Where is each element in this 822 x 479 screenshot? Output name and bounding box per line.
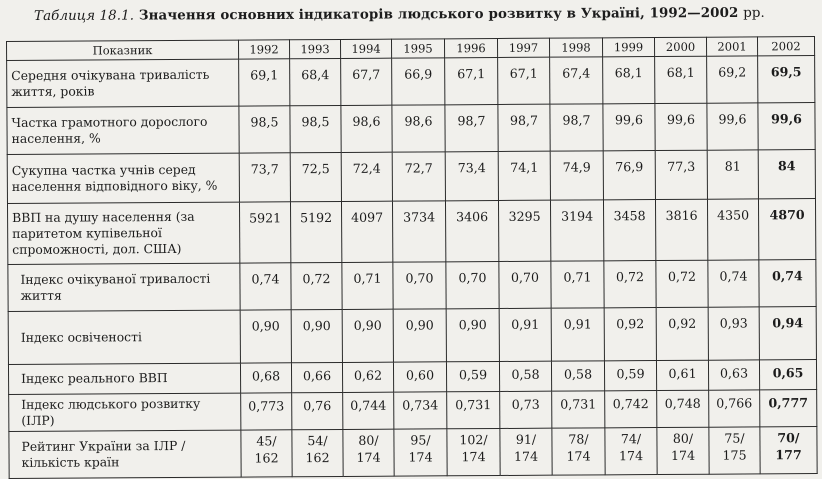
indicator-value: 98,5 bbox=[239, 106, 290, 153]
indicator-label: Частка грамотного дорослого населення, % bbox=[7, 106, 239, 154]
header-year: 2002 bbox=[757, 37, 814, 56]
indicator-value: 45/ 162 bbox=[241, 430, 292, 477]
indicator-value: 0,59 bbox=[604, 361, 656, 391]
indicator-value: 68,1 bbox=[603, 57, 655, 104]
indicator-value: 72,5 bbox=[290, 152, 341, 201]
indicator-value: 74,1 bbox=[498, 151, 550, 200]
indicator-value: 0,71 bbox=[342, 262, 393, 309]
table-row bbox=[8, 360, 816, 395]
indicator-value: 0,91 bbox=[499, 308, 551, 361]
table-row bbox=[7, 199, 815, 265]
indicator-value: 95/ 174 bbox=[394, 429, 447, 476]
indicator-value: 99,6 bbox=[758, 103, 815, 150]
indicator-value: 98,5 bbox=[290, 105, 341, 152]
indicator-value: 0,63 bbox=[708, 360, 759, 390]
table-caption bbox=[34, 5, 814, 24]
indicator-label: Сукупна частка учнів серед населення відповідного віку, % bbox=[7, 153, 239, 203]
indicator-value: 0,70 bbox=[446, 261, 499, 308]
indicator-value: 102/ 174 bbox=[447, 429, 500, 476]
indicator-value: 73,4 bbox=[445, 151, 498, 200]
indicator-value: 99,6 bbox=[707, 103, 758, 150]
indicators-table bbox=[6, 36, 818, 479]
indicator-label: Індекс людського розвитку (ІЛР) bbox=[9, 393, 241, 432]
indicator-value: 3194 bbox=[550, 200, 603, 261]
indicator-value: 98,6 bbox=[392, 105, 445, 152]
indicator-value: 0,734 bbox=[394, 392, 447, 430]
indicator-value: 68,4 bbox=[290, 58, 341, 105]
header-year: 1996 bbox=[444, 38, 497, 57]
header-year: 1998 bbox=[549, 38, 602, 57]
indicator-value: 69,2 bbox=[707, 56, 758, 103]
indicator-label: Індекс реального ВВП bbox=[8, 363, 240, 394]
indicator-value: 70/ 177 bbox=[760, 427, 817, 474]
indicator-value: 0,93 bbox=[708, 307, 759, 360]
indicator-value: 0,73 bbox=[500, 391, 552, 429]
indicator-value: 0,70 bbox=[499, 261, 551, 308]
indicator-value: 0,744 bbox=[343, 392, 394, 430]
table-row bbox=[7, 150, 815, 204]
indicator-label: Індекс очікуваної тривалості життя bbox=[8, 263, 240, 311]
indicator-value: 67,1 bbox=[445, 57, 498, 104]
indicator-value: 0,90 bbox=[342, 309, 393, 362]
indicator-value: 0,748 bbox=[657, 390, 709, 428]
caption-suffix: рр. bbox=[743, 5, 765, 21]
indicator-value: 0,90 bbox=[240, 310, 291, 363]
caption-prefix: Таблиця 18.1. bbox=[34, 8, 135, 24]
indicator-value: 0,74 bbox=[708, 260, 759, 307]
indicator-value: 0,92 bbox=[604, 308, 656, 361]
indicator-value: 5192 bbox=[290, 201, 341, 262]
header-year: 1997 bbox=[497, 38, 549, 57]
indicator-value: 72,7 bbox=[392, 152, 445, 201]
indicator-value: 0,74 bbox=[240, 263, 291, 310]
indicator-value: 68,1 bbox=[655, 56, 707, 103]
indicator-value: 99,6 bbox=[603, 104, 655, 151]
indicator-value: 0,742 bbox=[605, 391, 657, 429]
indicator-value: 0,91 bbox=[551, 308, 604, 361]
indicator-value: 84 bbox=[758, 150, 815, 199]
indicator-value: 98,7 bbox=[445, 104, 498, 151]
indicator-value: 0,76 bbox=[292, 392, 343, 430]
header-year: 1999 bbox=[602, 38, 654, 57]
table-row bbox=[9, 390, 817, 432]
indicator-value: 0,731 bbox=[447, 391, 500, 429]
table-row bbox=[8, 260, 816, 312]
indicator-value: 0,70 bbox=[393, 262, 446, 309]
indicator-value: 4350 bbox=[707, 199, 758, 260]
indicator-value: 0,72 bbox=[656, 260, 708, 307]
indicator-value: 66,9 bbox=[392, 58, 445, 105]
indicator-value: 0,777 bbox=[760, 390, 817, 428]
table-row bbox=[7, 103, 815, 155]
indicator-value: 5921 bbox=[239, 202, 290, 263]
table-row bbox=[7, 56, 815, 108]
indicator-value: 0,766 bbox=[709, 390, 760, 428]
indicator-value: 0,92 bbox=[656, 307, 708, 360]
indicator-value: 0,72 bbox=[291, 262, 342, 309]
indicator-value: 72,4 bbox=[341, 152, 392, 201]
indicator-label: Індекс освіченості bbox=[8, 310, 240, 364]
indicator-value: 77,3 bbox=[655, 150, 707, 199]
caption-title: Значення основних індикаторів людського розвитку в Україні, 1992—2002 bbox=[138, 4, 739, 24]
header-year: 2000 bbox=[654, 37, 706, 56]
indicator-value: 0,90 bbox=[291, 309, 342, 362]
indicator-value: 91/ 174 bbox=[500, 428, 552, 475]
indicator-value: 0,60 bbox=[393, 362, 446, 392]
indicator-value: 0,90 bbox=[446, 308, 499, 361]
indicator-label: Рейтинг України за ІЛР / кількість країн bbox=[9, 430, 241, 478]
indicator-value: 0,58 bbox=[499, 361, 551, 391]
header-year: 1993 bbox=[289, 39, 340, 58]
indicator-value: 4870 bbox=[758, 199, 815, 260]
indicator-value: 98,7 bbox=[550, 104, 603, 151]
indicator-value: 0,68 bbox=[240, 363, 291, 393]
indicator-value: 74/ 174 bbox=[605, 428, 657, 475]
indicator-value: 0,90 bbox=[393, 309, 446, 362]
table-row bbox=[9, 427, 817, 479]
indicator-value: 75/ 175 bbox=[709, 427, 760, 474]
indicator-value: 76,9 bbox=[603, 151, 655, 200]
indicator-value: 67,4 bbox=[550, 57, 603, 104]
indicator-label: Середня очікувана тривалість життя, років bbox=[7, 59, 239, 107]
header-year: 1995 bbox=[391, 39, 444, 58]
indicator-value: 69,5 bbox=[758, 56, 815, 103]
indicator-value: 80/ 174 bbox=[657, 427, 709, 474]
indicator-value: 74,9 bbox=[550, 151, 603, 200]
indicator-value: 0,66 bbox=[291, 362, 342, 392]
indicator-value: 0,65 bbox=[759, 360, 816, 390]
indicator-value: 0,62 bbox=[342, 362, 393, 392]
indicator-value: 0,731 bbox=[552, 391, 605, 429]
indicator-value: 0,74 bbox=[759, 260, 816, 307]
indicator-value: 78/ 174 bbox=[552, 428, 605, 475]
indicator-value: 0,59 bbox=[446, 361, 499, 391]
indicator-value: 0,94 bbox=[759, 307, 816, 360]
indicator-value: 3295 bbox=[498, 200, 550, 261]
table-row bbox=[8, 307, 816, 365]
indicator-label: ВВП на душу населення (за паритетом купівельної спроможності, дол. США) bbox=[7, 202, 239, 264]
indicator-value: 0,58 bbox=[551, 361, 604, 391]
indicator-value: 3734 bbox=[392, 201, 445, 262]
header-year: 1992 bbox=[238, 40, 289, 59]
indicator-value: 54/ 162 bbox=[292, 430, 343, 477]
indicator-value: 98,7 bbox=[498, 104, 550, 151]
indicator-value: 69,1 bbox=[239, 59, 290, 106]
indicator-value: 3406 bbox=[445, 200, 498, 261]
indicator-value: 80/ 174 bbox=[343, 429, 394, 476]
indicator-value: 67,7 bbox=[341, 58, 392, 105]
indicator-value: 67,1 bbox=[498, 57, 550, 104]
indicator-value: 99,6 bbox=[655, 103, 707, 150]
indicator-value: 0,773 bbox=[241, 393, 292, 431]
indicator-value: 98,6 bbox=[341, 105, 392, 152]
indicator-value: 0,71 bbox=[551, 261, 604, 308]
indicator-value: 73,7 bbox=[239, 153, 290, 202]
header-indicator: Показник bbox=[7, 40, 239, 60]
indicator-value: 0,72 bbox=[604, 261, 656, 308]
indicator-value: 81 bbox=[707, 150, 758, 199]
header-year: 1994 bbox=[340, 39, 391, 58]
indicator-value: 4097 bbox=[341, 201, 392, 262]
indicator-value: 3458 bbox=[603, 200, 655, 261]
indicator-value: 0,61 bbox=[656, 360, 708, 390]
indicator-value: 3816 bbox=[655, 199, 707, 260]
header-year: 2001 bbox=[706, 37, 757, 56]
